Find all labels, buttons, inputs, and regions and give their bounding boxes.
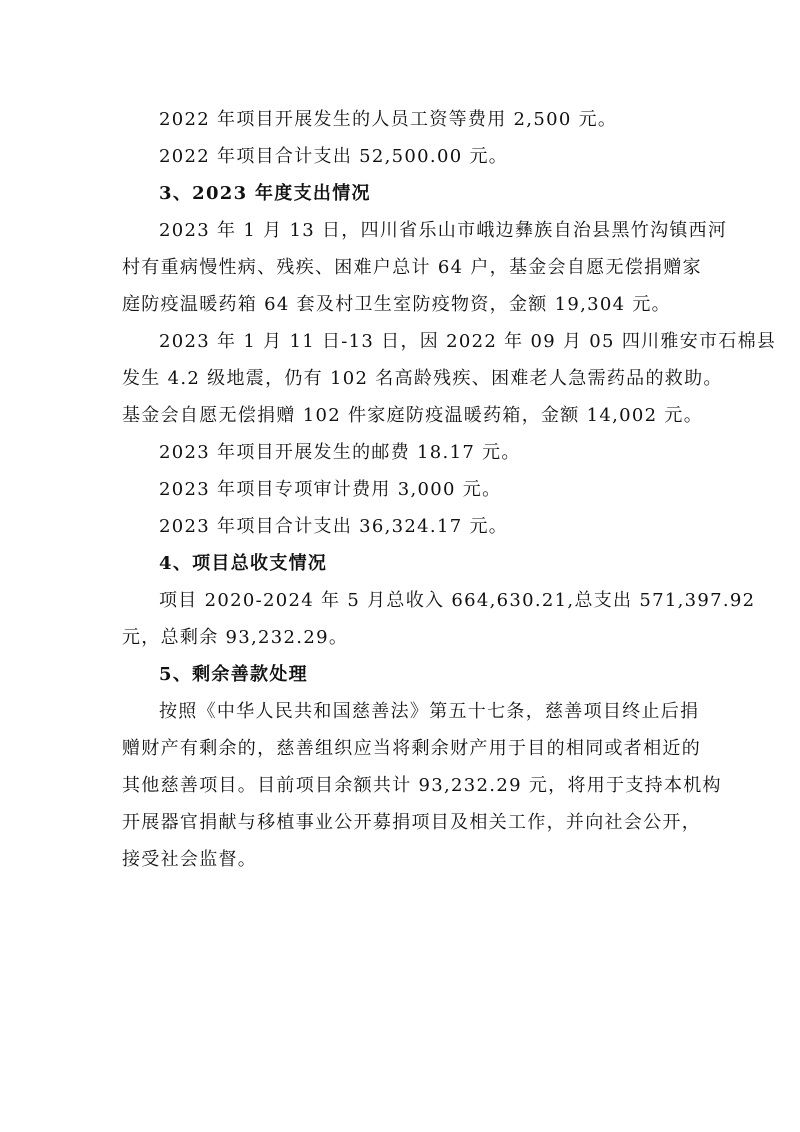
paragraph-2023-total-expense: 2023 年项目合计支出 36,324.17 元。 [159,516,509,537]
section-heading-2023-expenses: 3、2023 年度支出情况 [159,183,371,204]
paragraph-2023-postage: 2023 年项目开展发生的邮费 18.17 元。 [159,442,521,463]
text-line: 发生 4.2 级地震，仍有 102 名高龄残疾、困难老人急需药品的救助。 [122,368,723,389]
paragraph-2023-shimian-donation [122,323,777,434]
text-line: 开展器官捐献与移植事业公开募捐项目及相关工作，并向社会公开， [122,812,701,833]
text-line: 按照《中华人民共和国慈善法》第五十七条，慈善项目终止后捐 [159,701,700,722]
document-body [122,101,777,878]
paragraph-2023-audit-fee: 2023 年项目专项审计费用 3,000 元。 [159,479,502,500]
text-line: 2023 年 1 月 13 日，四川省乐山市峨边彝族自治县黑竹沟镇西河 [159,220,728,241]
text-line: 庭防疫温暖药箱 64 套及村卫生室防疫物资，金额 19,304 元。 [122,294,671,315]
text-line: 其他慈善项目。目前项目余额共计 93,232.29 元，将用于支持本机构 [122,775,722,796]
text-line: 村有重病慢性病、残疾、困难户总计 64 户，基金会自愿无偿捐赠家 [122,257,702,278]
section-heading-project-totals: 4、项目总收支情况 [159,553,328,574]
paragraph-2022-total-expense: 2022 年项目合计支出 52,500.00 元。 [159,146,509,167]
paragraph-2023-ebian-donation [122,212,728,323]
text-line: 赠财产有剩余的，慈善组织应当将剩余财产用于目的相同或者相近的 [122,738,701,759]
paragraph-2022-salary-expense: 2022 年项目开展发生的人员工资等费用 2,500 元。 [159,109,618,130]
text-line: 项目 2020-2024 年 5 月总收入 664,630.21,总支出 571,397.92 [159,590,756,611]
paragraph-remaining-funds-handling [122,693,722,878]
text-line: 接受社会监督。 [122,849,258,870]
paragraph-project-totals [122,582,756,656]
text-line: 元，总剩余 93,232.29。 [122,627,349,648]
text-line: 基金会自愿无偿捐赠 102 件家庭防疫温暖药箱，金额 14,002 元。 [122,405,704,426]
section-heading-remaining-funds: 5、剩余善款处理 [159,664,308,685]
text-line: 2023 年 1 月 11 日-13 日，因 2022 年 09 月 05 四川雅安市石棉县 [159,331,777,352]
